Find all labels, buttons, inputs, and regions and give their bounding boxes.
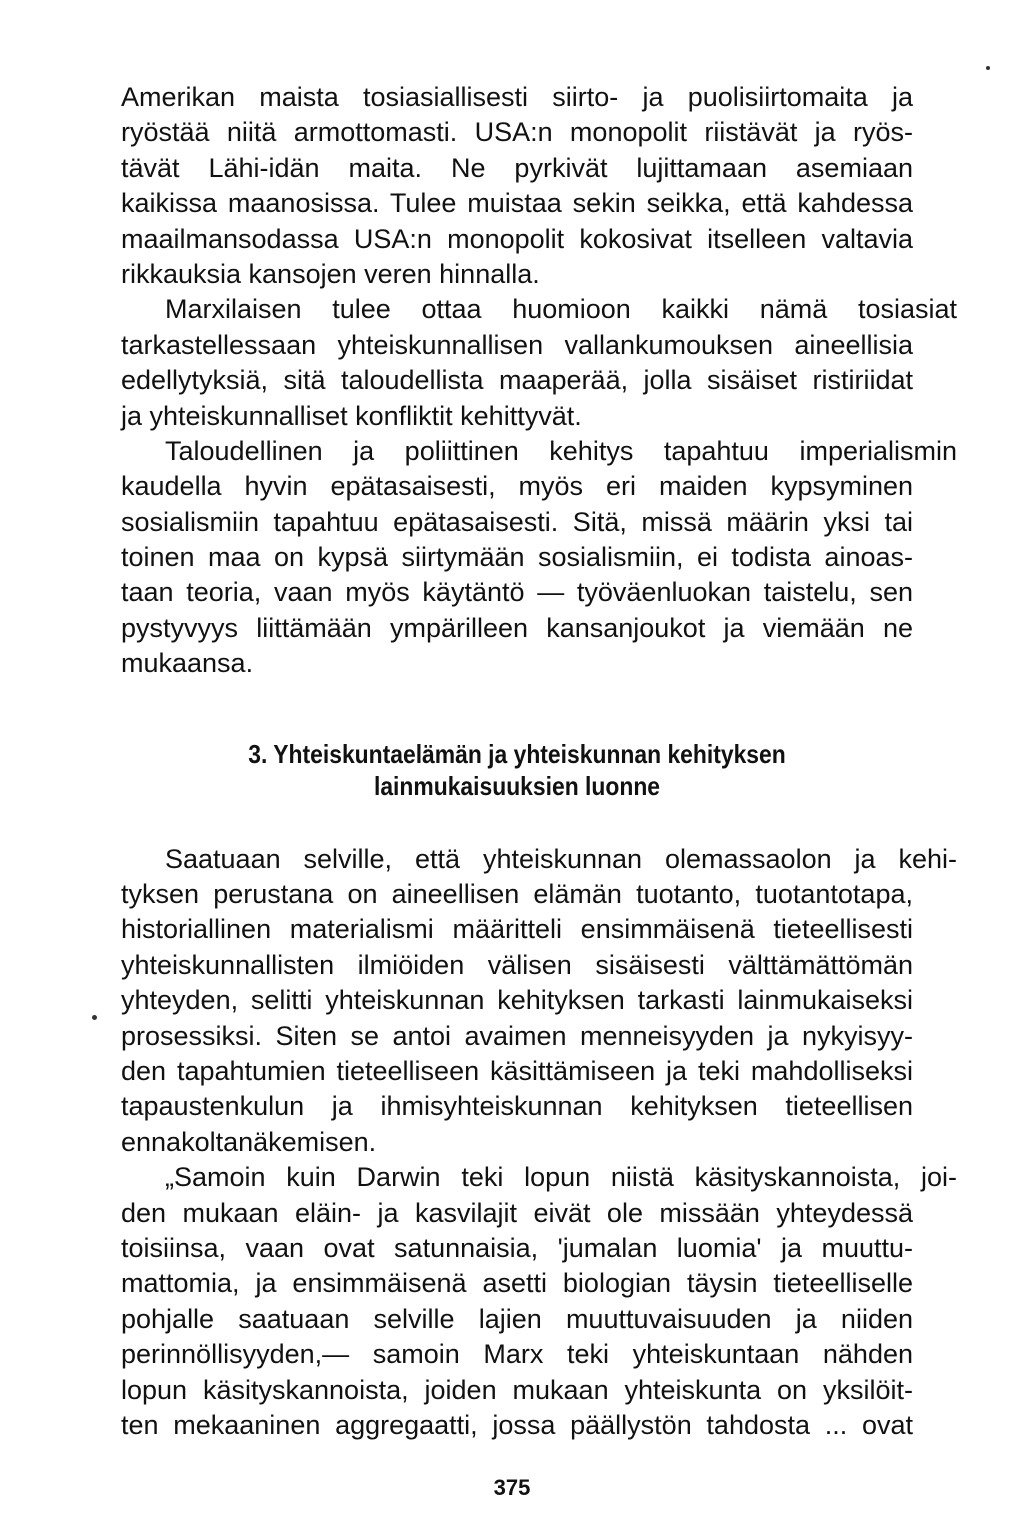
paragraph-4 <box>121 842 957 1161</box>
section-heading-line-1: 3. Yhteiskuntaelämän ja yhteiskunnan kehityksen <box>248 738 786 769</box>
text-line: yhteiskunnallisten ilmiöiden välisen sisäisesti välttämättömän <box>121 949 913 980</box>
paragraph-3 <box>121 434 957 682</box>
text-line: tyksen perustana on aineellisen elämän tuotanto, tuotantotapa, <box>121 879 913 910</box>
print-speck <box>986 66 990 70</box>
text-line: ryöstää niitä armottomasti. USA:n monopolit riistävät ja ryös- <box>121 117 913 148</box>
text-line: tapaustenkulun ja ihmisyhteiskunnan kehityksen tieteellisen <box>121 1091 913 1122</box>
text-line: lopun käsityskannoista, joiden mukaan yhteiskunta on yksilöit- <box>121 1374 913 1405</box>
book-page <box>121 80 957 1510</box>
paragraph-2 <box>121 292 957 434</box>
text-line: Marxilaisen tulee ottaa huomioon kaikki nämä tosiasiat <box>165 294 957 325</box>
text-line: Taloudellinen ja poliittinen kehitys tapahtuu imperialismin <box>165 435 957 466</box>
text-line: sosialismiin tapahtuu epätasaisesti. Sitä, missä määrin yksi tai <box>121 506 913 537</box>
text-line: ennakoltanäkemisen. <box>121 1126 377 1157</box>
text-line: Amerikan maista tosiasiallisesti siirto- ja puolisiirtomaita ja <box>121 82 913 112</box>
paragraph-5 <box>121 1160 957 1443</box>
text-line: historiallinen materialismi määritteli ensimmäisenä tieteellisesti <box>121 914 913 945</box>
text-line: pohjalle saatuaan selville lajien muuttuvaisuuden ja niiden <box>121 1303 913 1334</box>
section-heading-line-2: lainmukaisuuksien luonne <box>373 770 661 801</box>
text-line: maailmansodassa USA:n monopolit kokosivat itselleen valtavia <box>121 223 913 254</box>
text-line: rikkauksia kansojen veren hinnalla. <box>121 258 540 289</box>
text-line: „Samoin kuin Darwin teki lopun niistä käsityskannoista, joi- <box>165 1162 957 1193</box>
text-line: kaikissa maanosissa. Tulee muistaa sekin seikka, että kahdessa <box>121 188 913 219</box>
text-line: ja yhteiskunnalliset konfliktit kehittyvät. <box>121 400 582 431</box>
print-speck <box>92 1015 97 1020</box>
text-line: toinen maa on kypsä siirtymään sosialismiin, ei todista ainoas- <box>121 542 913 573</box>
text-line: toisiinsa, vaan ovat satunnaisia, 'jumalan luomia' ja muuttu- <box>121 1232 913 1263</box>
text-line: prosessiksi. Siten se antoi avaimen menneisyyden ja nykyisyy- <box>121 1020 913 1051</box>
text-line: perinnöllisyyden,— samoin Marx teki yhteiskuntaan nähden <box>121 1339 913 1370</box>
page-number: 375 <box>493 1475 531 1500</box>
text-line: pystyvyys liittämään ympärilleen kansanjoukot ja viemään ne <box>121 612 913 643</box>
paragraph-1 <box>121 80 913 292</box>
section-heading <box>121 738 913 802</box>
text-line: den mukaan eläin- ja kasvilajit eivät ole missään yhteydessä <box>121 1197 913 1228</box>
text-line: tävät Lähi-idän maita. Ne pyrkivät lujittamaan asemiaan <box>121 152 913 183</box>
text-line: mukaansa. <box>121 648 254 679</box>
text-line: ten mekaaninen aggregaatti, jossa päällystön tahdosta ... ovat <box>121 1409 913 1440</box>
text-line: edellytyksiä, sitä taloudellista maaperää, jolla sisäiset ristiriidat <box>121 365 913 396</box>
text-line: taan teoria, vaan myös käytäntö — työväenluokan taistelu, sen <box>121 577 913 608</box>
text-line: mattomia, ja ensimmäisenä asetti biologian täysin tieteelliselle <box>121 1268 913 1299</box>
text-line: den tapahtumien tieteelliseen käsittämiseen ja teki mahdolliseksi <box>121 1055 913 1086</box>
text-line: kaudella hyvin epätasaisesti, myös eri maiden kypsyminen <box>121 471 913 502</box>
text-line: tarkastellessaan yhteiskunnallisen vallankumouksen aineellisia <box>121 329 913 360</box>
text-line: Saatuaan selville, että yhteiskunnan olemassaolon ja kehi- <box>165 843 957 874</box>
text-line: yhteyden, selitti yhteiskunnan kehityksen tarkasti lainmukaiseksi <box>121 985 913 1016</box>
